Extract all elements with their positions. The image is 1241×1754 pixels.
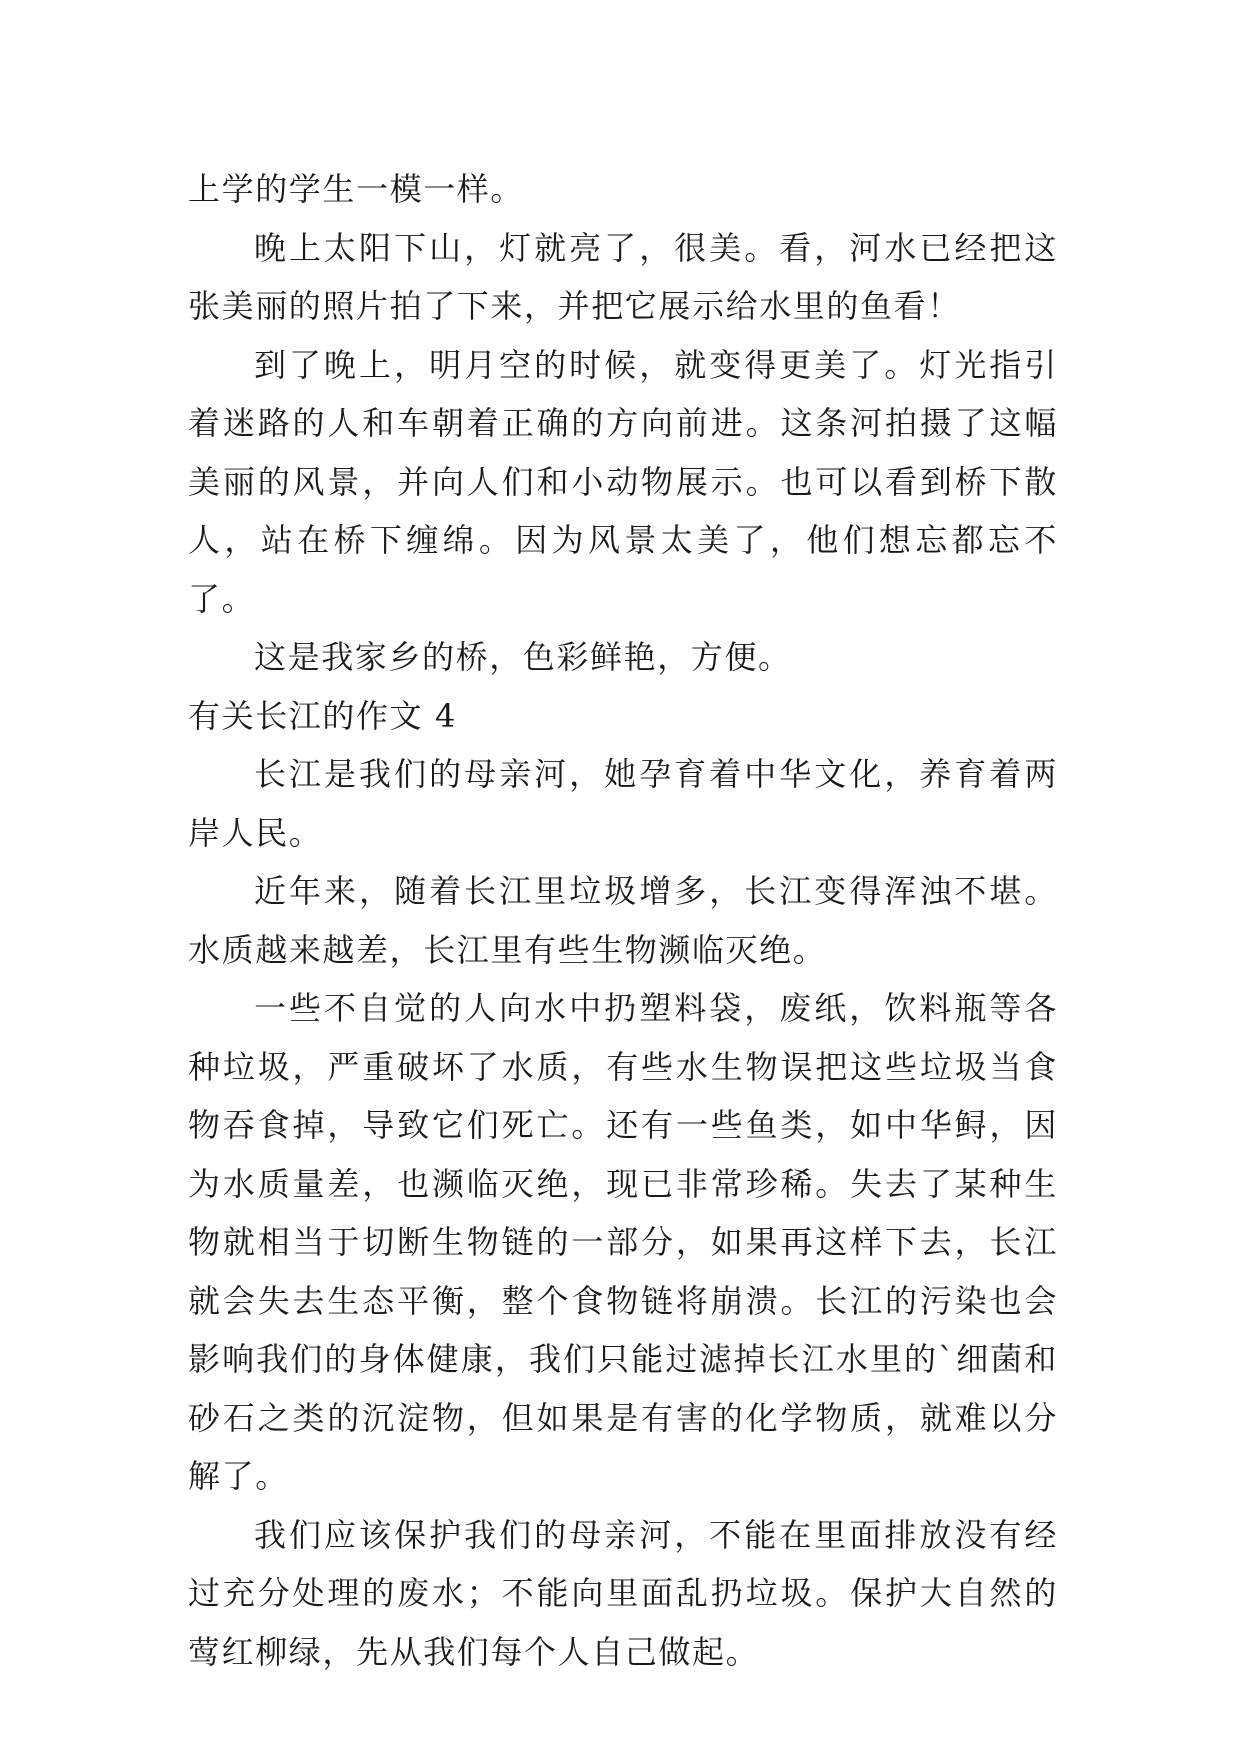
paragraph: 长江是我们的母亲河，她孕育着中华文化，养育着两岸人民。 <box>188 755 1058 852</box>
paragraph: 近年来，随着长江里垃圾增多，长江变得浑浊不堪。水质越来越差，长江里有些生物濒临灭绝。 <box>188 872 1058 969</box>
paragraph: 这是我家乡的桥，色彩鲜艳，方便。 <box>254 638 792 676</box>
paragraph-continuation: 上学的学生一模一样。 <box>188 170 525 208</box>
paragraph: 晚上太阳下山，灯就亮了，很美。看，河水已经把这张美丽的照片拍了下来，并把它展示给水里的鱼看！ <box>188 228 1058 325</box>
paragraph: 我们应该保护我们的母亲河，不能在里面排放没有经过充分处理的废水；不能向里面乱扔垃圾。保护大自然的莺红柳绿，先从我们每个人自己做起。 <box>188 1515 1058 1671</box>
section-heading: 有关长江的作文 4 <box>188 696 457 735</box>
document-body <box>188 160 1058 1681</box>
paragraph: 一些不自觉的人向水中扔塑料袋，废纸，饮料瓶等各种垃圾，严重破坏了水质，有些水生物误把这些垃圾当食物吞食掉，导致它们死亡。还有一些鱼类，如中华鲟，因为水质量差，也濒临灭绝，现已非常珍稀。失去了某种生物就相当于切断生物链的一部分，如果再这样下去，长江就会失去生态平衡，整个食物链将崩溃。长江的污染也会影响我们的身体健康，我们只能过滤掉长江水里的`细菌和砂石之类的沉淀物，但如果是有害的化学物质，就难以分解了。 <box>188 989 1058 1495</box>
paragraph: 到了晚上，明月空的时候，就变得更美了。灯光指引着迷路的人和车朝着正确的方向前进。这条河拍摄了这幅美丽的风景，并向人们和小动物展示。也可以看到桥下散人，站在桥下缠绵。因为风景太美了，他们想忘都忘不了。 <box>188 345 1058 618</box>
